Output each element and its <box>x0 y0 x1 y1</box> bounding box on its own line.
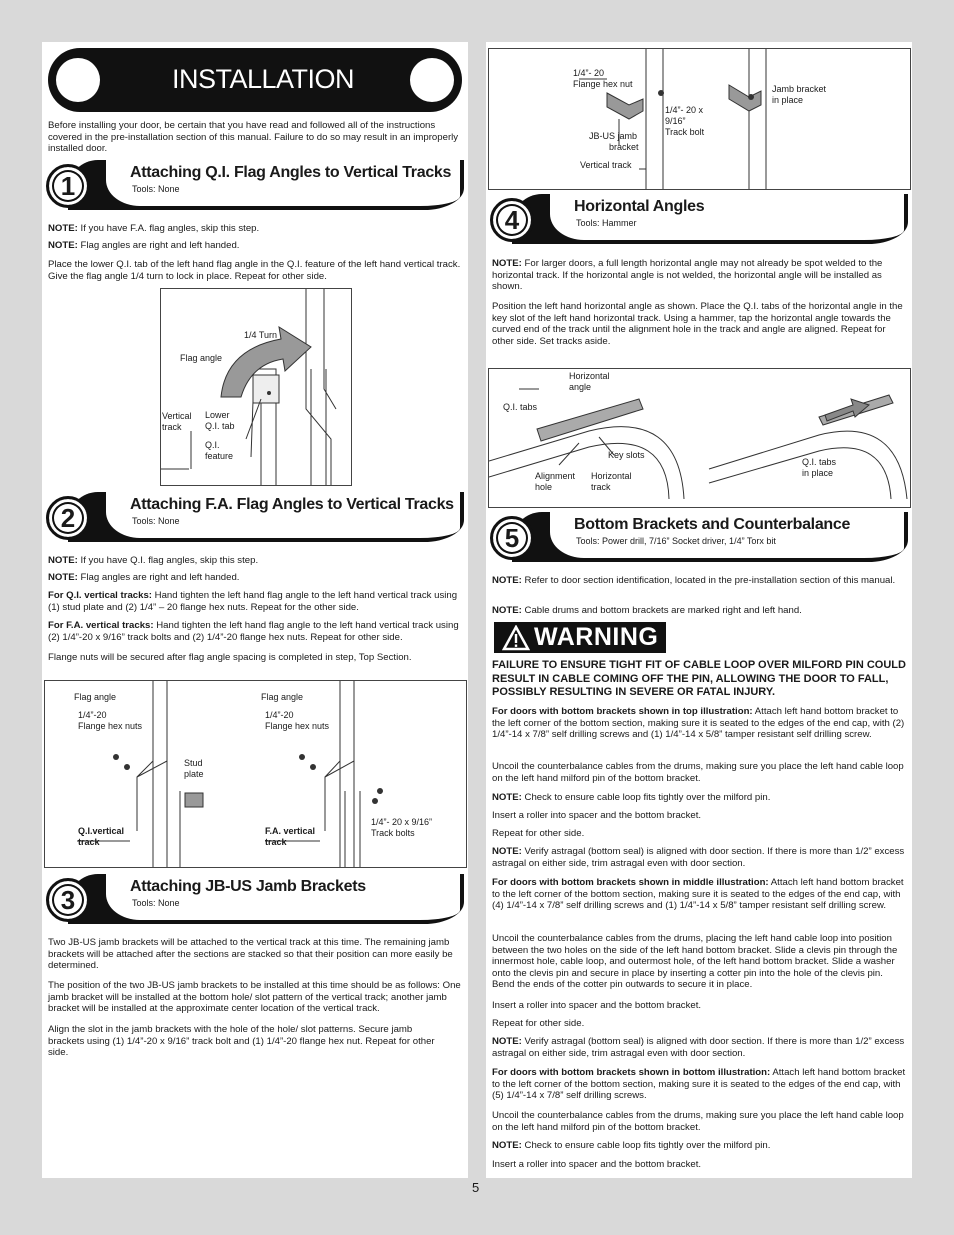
warning-title: WARNING <box>534 623 659 651</box>
fig2-qi-vertical-1: Q.I.vertical <box>78 826 125 836</box>
step4-figure <box>488 368 911 508</box>
fig1-lower-label: Lower <box>205 410 230 420</box>
horizontal-angle-illustration <box>489 369 910 507</box>
step4-note: NOTE: For larger doors, a full length horizontal angle may not already be spot welded to the horizontal track. If the horizontal angle is not welded, the horizontal angle will be installed as shown. <box>492 258 883 293</box>
installation-banner <box>48 48 462 112</box>
step5-verify1: NOTE: Verify astragal (bottom seal) is aligned with door section. If there is more than 1/2” excess astragal on either side, trim astragal even with door section. <box>492 846 905 869</box>
installation-title: INSTALLATION <box>172 64 355 94</box>
fig4-qi-inplace-1: Q.I. tabs <box>802 457 837 467</box>
step1-note1: NOTE: If you have F.A. flag angles, skip this step. <box>48 223 260 234</box>
step1-header <box>46 160 464 216</box>
fig3-bolt-1: 1/4”- 20 x <box>665 105 704 115</box>
step4-body: Position the left hand horizontal angle as shown. Place the Q.I. tabs of the horizontal angle in the key slot of the left hand horizontal track. Using a hammer, tap the horizontal angle towards the curved end of the track until the alignment hole in the track and angle are aligned. Repeat for other side. Set tracks aside. <box>492 301 903 347</box>
fig2-flag-angle-left: Flag angle <box>74 692 117 702</box>
step5-number: 5 <box>490 516 534 560</box>
left-column <box>42 42 468 1178</box>
fig3-nut-1: 1/4”- 20 <box>573 68 605 78</box>
step5-tools: Tools: Power drill, 7/16” Socket driver, 1/4” Torx bit <box>576 536 776 546</box>
step3-p3: Align the slot in the jamb brackets with the hole of the hole/ slot patterns. Secure jamb brackets using (1) 1/4”-20 x 9/16” track bolt and (1) 1/4”-20 flange hex nut. Repeat for other side. <box>48 1024 435 1059</box>
step4-title: Horizontal Angles <box>574 198 705 215</box>
fig1-track-label: track <box>162 422 182 432</box>
warning-banner <box>494 622 666 653</box>
step5-uncoil2: Uncoil the counterbalance cables from the drums, placing the left hand cable loop into position between the two holes on the side of the left hand bottom bracket. Slide a clevis pin through the innermost hole, cable loop, and outermost hole, of the left hand bottom bracket. Slide a washer onto the clevis pin and secure in place by inserting a cotter pin into the hole of the clevis pin. Bend the ends of the cotter pin outwards to secure it in place. <box>492 933 898 991</box>
step5-top: For doors with bottom brackets shown in top illustration: Attach left hand bottom bracket to the left corner of the bottom section, making sure it is seated to the edges of the end cap, with (2) 1/4”-14 x 7/8” self drilling screws and (1) 1/4”-14 x 5/8” tamper resistant self drilling screw. <box>492 706 905 741</box>
fig1-turn-label: 1/4 Turn <box>244 330 278 340</box>
fig4-qi-inplace-2: in place <box>802 468 834 478</box>
fig3-jamb-inplace-2: in place <box>772 95 804 105</box>
step5-roller3: Insert a roller into spacer and the bottom bracket. <box>492 1159 702 1170</box>
fig4-ht-1: Horizontal <box>591 471 632 481</box>
step5-repeat1: Repeat for other side. <box>492 828 585 839</box>
fig4-key-slots: Key slots <box>608 450 645 460</box>
step2-number: 2 <box>46 496 90 540</box>
step2-fa: For F.A. vertical tracks: Hand tighten the left hand flag angle to the left hand vertical track using (2) 1/4”-20 x 9/16” track bolts and (2) 1/4”-20 flange hex nuts. Repeat for other side. <box>48 620 459 643</box>
warning-text: FAILURE TO ENSURE TIGHT FIT OF CABLE LOOP OVER MILFORD PIN COULD RESULT IN CABLE COMING OFF THE PIN, ALLOWING THE DOOR TO FALL, POSSIBLY RESULTING IN SEVERE OR FATAL INJURY. <box>492 659 906 699</box>
warning-triangle-icon <box>502 625 530 651</box>
step5-roller2: Insert a roller into spacer and the bottom bracket. <box>492 1000 702 1011</box>
page-number: 5 <box>472 1180 480 1195</box>
fig2-qi-vertical-2: track <box>78 837 100 847</box>
step2-note2: NOTE: Flag angles are right and left handed. <box>48 572 240 583</box>
fig4-align-1: Alignment <box>535 471 576 481</box>
step3-p2: The position of the two JB-US jamb brackets to be installed at this time should be as follows: One jamb bracket will be installed at the bottom hole/ slot pattern of the vertical track; another jamb bracket will be installed at the approximate center location of the vertical track. <box>48 980 461 1015</box>
fig4-qi-tabs: Q.I. tabs <box>503 402 538 412</box>
step2-title: Attaching F.A. Flag Angles to Vertical Tracks <box>130 496 454 513</box>
fig2-bolts-1: 1/4”- 20 x 9/16” <box>371 817 433 827</box>
flag-angle-fastener-illustration <box>45 681 466 867</box>
step3-tools: Tools: None <box>132 898 180 908</box>
installation-intro: Before installing your door, be certain that you have read and followed all of the instructions covered in the pre-installation section of this manual. Failure to do so may result in an improperly installed door. <box>48 120 459 155</box>
step3-figure <box>488 48 911 190</box>
step4-tools: Tools: Hammer <box>576 218 637 228</box>
fig2-nuts-right-2: Flange hex nuts <box>265 721 330 731</box>
flag-angle-illustration <box>161 289 351 485</box>
fig2-nuts-left-2: Flange hex nuts <box>78 721 143 731</box>
step2-tools: Tools: None <box>132 516 180 526</box>
step4-header <box>490 194 908 250</box>
fig3-vertical-track: Vertical track <box>580 160 632 170</box>
banner-left-circle <box>56 58 100 102</box>
fig2-flag-angle-right: Flag angle <box>261 692 304 702</box>
fig2-nuts-left-1: 1/4”-20 <box>78 710 107 720</box>
fig4-align-2: hole <box>535 482 553 492</box>
step2-flange-note: Flange nuts will be secured after flag angle spacing is completed in step, Top Section. <box>48 652 412 663</box>
step5-bottom: For doors with bottom brackets shown in bottom illustration: Attach left hand bottom bracket to the left corner of the bottom section, making sure it is seated to the edges of the end cap, with (5) 1/4”-14 x 7/8” self drilling screws. <box>492 1067 906 1102</box>
step5-note1: NOTE: Refer to door section identification, located in the pre-installation section of this manual. <box>492 575 896 586</box>
fig4-ha-2: angle <box>569 382 592 392</box>
step1-figure <box>160 288 352 486</box>
jamb-bracket-illustration <box>489 49 910 189</box>
step3-header <box>46 874 464 930</box>
fig2-stud-1: Stud <box>184 758 203 768</box>
fig3-jb-1: JB-US jamb <box>589 131 638 141</box>
fig4-ht-2: track <box>591 482 611 492</box>
fig2-stud-2: plate <box>184 769 204 779</box>
step5-title: Bottom Brackets and Counterbalance <box>574 516 851 533</box>
fig1-qi-tab-label: Q.I. tab <box>205 421 235 431</box>
step5-check1: NOTE: Check to ensure cable loop fits tightly over the milford pin. <box>492 792 771 803</box>
step5-note2: NOTE: Cable drums and bottom brackets are marked right and left hand. <box>492 605 802 616</box>
fig3-jamb-inplace-1: Jamb bracket <box>772 84 827 94</box>
fig3-bolt-3: Track bolt <box>665 127 705 137</box>
fig4-ha-1: Horizontal <box>569 371 610 381</box>
step3-p1: Two JB-US jamb brackets will be attached to the vertical track at this time. The remaining jamb brackets will be attached after the sections are stacked so that their position can more easily be determined. <box>48 937 453 972</box>
step2-figure <box>44 680 467 868</box>
step5-check2: NOTE: Check to ensure cable loop fits tightly over the milford pin. <box>492 1140 771 1151</box>
fig2-nuts-right-1: 1/4”-20 <box>265 710 294 720</box>
banner-right-circle <box>410 58 454 102</box>
fig1-qi-label: Q.I. <box>205 440 220 450</box>
step5-verify2: NOTE: Verify astragal (bottom seal) is aligned with door section. If there is more than 1/2” excess astragal on either side, trim astragal even with door section. <box>492 1036 905 1059</box>
step2-qi: For Q.I. vertical tracks: Hand tighten the left hand flag angle to the left hand vertical track using (1) stud plate and (2) 1/4” – 20 flange hex nuts. Repeat for the other side. <box>48 590 458 613</box>
step2-note1: NOTE: If you have Q.I. flag angles, skip this step. <box>48 555 259 566</box>
fig3-nut-2: Flange hex nut <box>573 79 633 89</box>
step5-uncoil3: Uncoil the counterbalance cables from the drums, making sure you place the left hand cable loop on the left hand milford pin of the bottom bracket. <box>492 1110 904 1133</box>
right-column <box>486 42 912 1178</box>
step4-number: 4 <box>490 198 534 242</box>
fig3-jb-2: bracket <box>609 142 639 152</box>
fig1-flag-angle-label: Flag angle <box>180 353 223 363</box>
step5-header <box>490 512 908 568</box>
fig3-bolt-2: 9/16” <box>665 116 686 126</box>
step5-uncoil1: Uncoil the counterbalance cables from the drums, making sure you place the left hand cable loop on the left hand milford pin of the bottom bracket. <box>492 761 904 784</box>
step2-header <box>46 492 464 548</box>
step3-title: Attaching JB-US Jamb Brackets <box>130 878 366 895</box>
step3-number: 3 <box>46 878 90 922</box>
fig2-fa-vertical-1: F.A. vertical <box>265 826 316 836</box>
fig2-fa-vertical-2: track <box>265 837 287 847</box>
fig1-vertical-label: Vertical <box>162 411 192 421</box>
step1-body: Place the lower Q.I. tab of the left hand flag angle in the Q.I. feature of the left hand vertical track. Give the flag angle 1/4 turn to lock in place. Repeat for other side. <box>48 259 461 282</box>
step5-roller1: Insert a roller into spacer and the bottom bracket. <box>492 810 702 821</box>
step1-number: 1 <box>46 164 90 208</box>
step5-repeat2: Repeat for other side. <box>492 1018 585 1029</box>
step1-title: Attaching Q.I. Flag Angles to Vertical Tracks <box>130 164 452 181</box>
fig2-bolts-2: Track bolts <box>371 828 415 838</box>
step1-tools: Tools: None <box>132 184 180 194</box>
step1-note2: NOTE: Flag angles are right and left handed. <box>48 240 240 251</box>
fig1-feature-label: feature <box>205 451 234 461</box>
step5-mid: For doors with bottom brackets shown in middle illustration: Attach left hand bottom bracket to the left corner of the bottom section, making sure it is seated to the edges of the end cap, with (4) 1/4”-14 x 7/8” self drilling screws and (1) 1/4”-14 x 5/8” tamper resistant self drilling screw. <box>492 877 904 912</box>
